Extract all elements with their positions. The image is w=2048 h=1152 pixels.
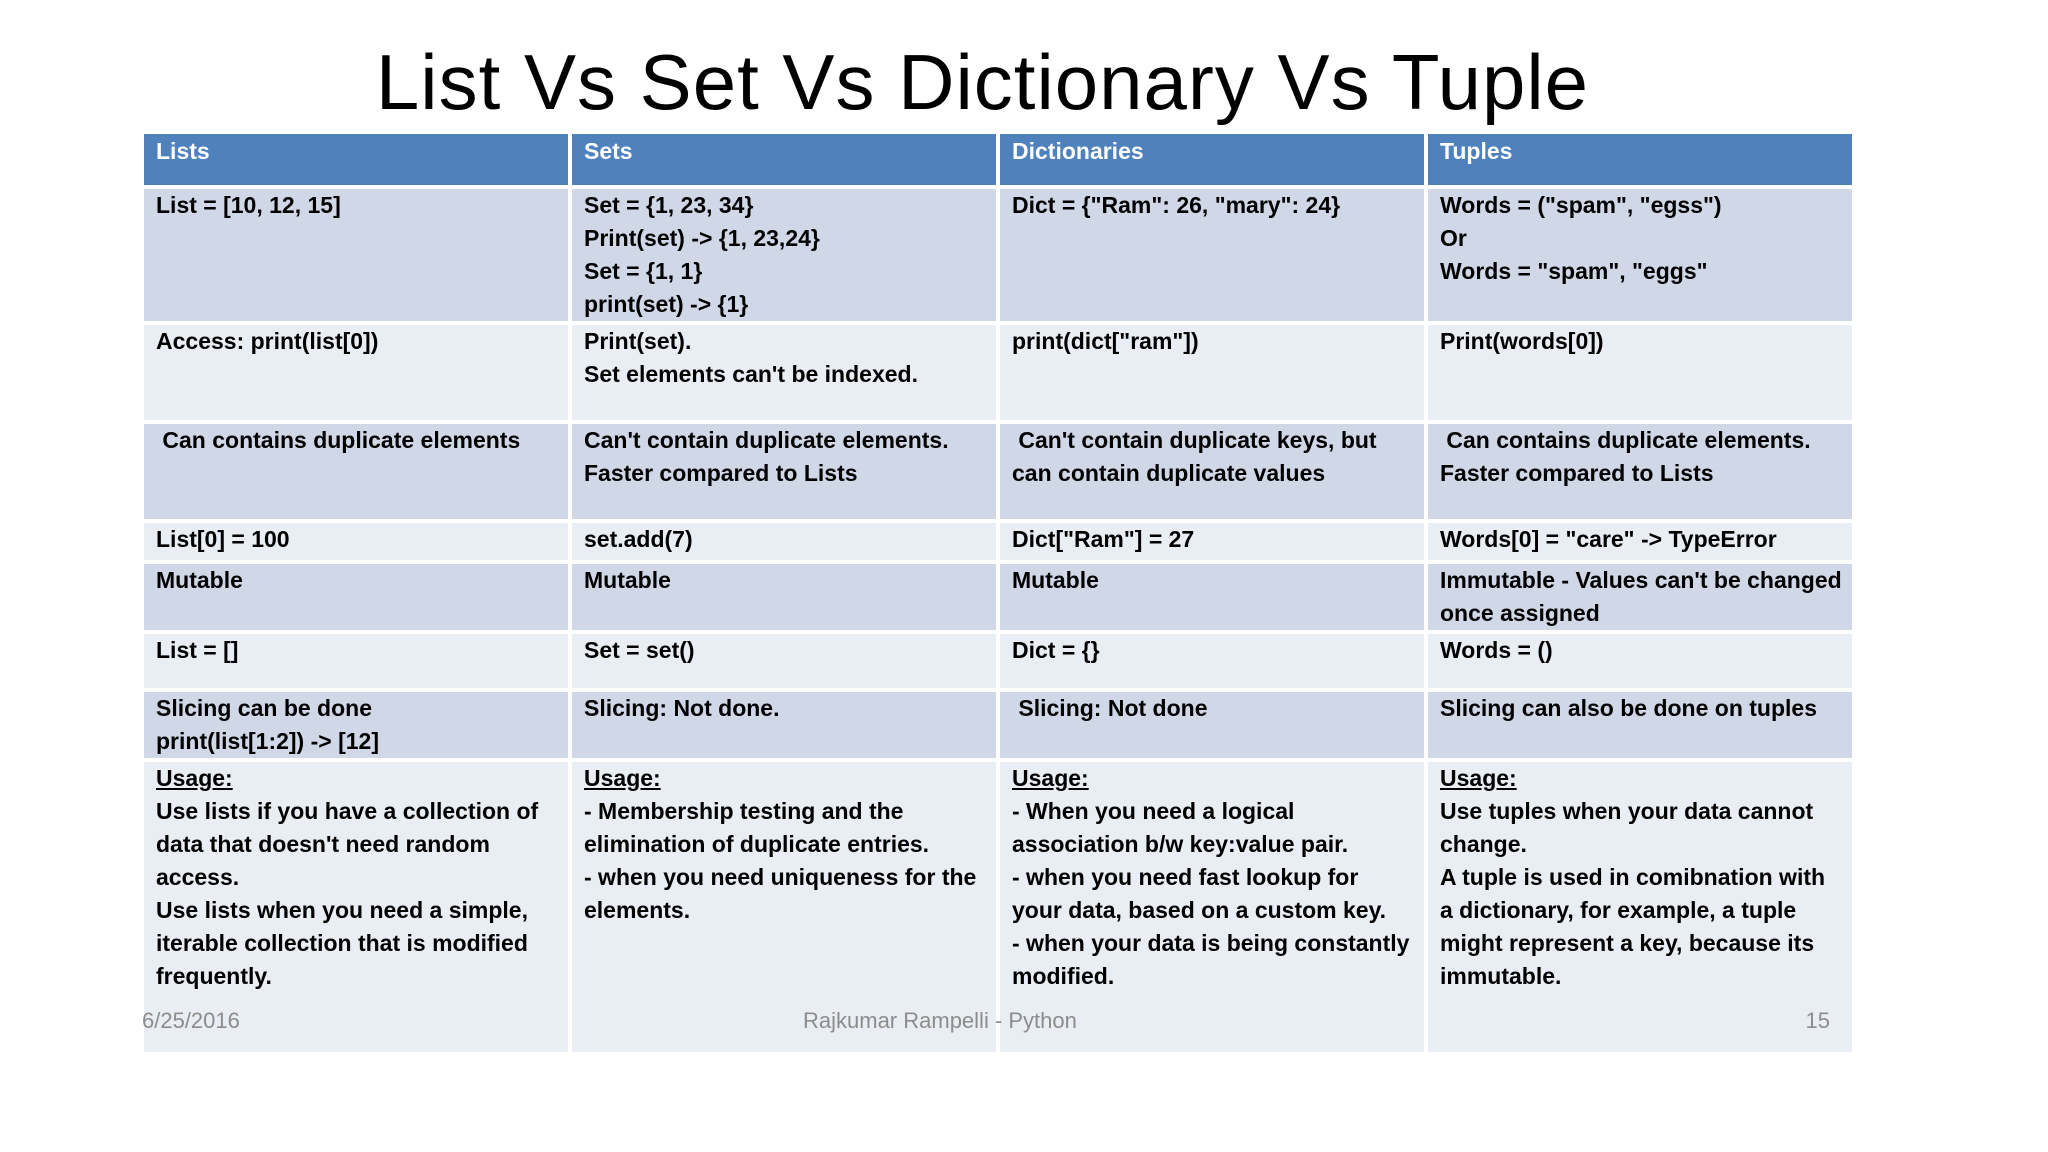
cell: [998, 422, 1426, 521]
table-row-access: [142, 323, 1854, 422]
usage-heading: Usage:: [1012, 765, 1089, 791]
cell-line: Words = ("spam", "egss"): [1440, 192, 1722, 218]
comparison-table: [140, 130, 1856, 1056]
cell-line: - when you need uniqueness for the elements.: [584, 864, 983, 923]
cell-line: Mutable: [584, 567, 671, 593]
cell-line: print(dict["ram"]): [1012, 328, 1199, 354]
cell-line: - When you need a logical association b/w key:value pair.: [1012, 798, 1349, 857]
cell-line: Can contains duplicate elements. Faster compared to Lists: [1440, 427, 1818, 486]
header-row: [142, 132, 1854, 187]
cell-line: - when you need fast lookup for your data, based on a custom key.: [1012, 864, 1387, 923]
cell: [142, 323, 570, 422]
cell-line: Set = {1, 23, 34}: [584, 192, 754, 218]
cell-line: Set = set(): [584, 637, 695, 663]
cell: [570, 632, 998, 690]
header-tuples: Tuples: [1426, 132, 1854, 187]
cell: [998, 521, 1426, 562]
cell-line: - when your data is being constantly modified.: [1012, 930, 1416, 989]
cell: [1426, 422, 1854, 521]
cell: [142, 422, 570, 521]
cell-line: Words[0] = "care" -> TypeError: [1440, 526, 1777, 552]
cell: [142, 521, 570, 562]
cell: [1426, 323, 1854, 422]
cell: [998, 690, 1426, 760]
cell-line: List = [10, 12, 15]: [156, 192, 341, 218]
cell-line: print(set) -> {1}: [584, 291, 749, 317]
cell-line: Immutable - Values can't be changed once assigned: [1440, 567, 1849, 626]
cell: [142, 632, 570, 690]
cell-line: Words = (): [1440, 637, 1553, 663]
cell-line: Set elements can't be indexed.: [584, 361, 918, 387]
cell-line: Print(set) -> {1, 23,24}: [584, 225, 820, 251]
cell-line: Access: print(list[0]): [156, 328, 379, 354]
cell-line: Dict["Ram"] = 27: [1012, 526, 1195, 552]
cell: [142, 187, 570, 323]
cell-line: Words = "spam", "eggs": [1440, 258, 1708, 284]
cell-line: Slicing: Not done.: [584, 695, 780, 721]
cell: [1426, 562, 1854, 632]
cell: [570, 562, 998, 632]
cell-line: Print(words[0]): [1440, 328, 1604, 354]
cell: [998, 632, 1426, 690]
cell-line: set.add(7): [584, 526, 693, 552]
cell-line: Print(set).: [584, 328, 692, 354]
cell-line: - Membership testing and the elimination of duplicate entries.: [584, 798, 930, 857]
cell: [142, 690, 570, 760]
cell-line: Slicing can also be done on tuples: [1440, 695, 1818, 721]
cell-line: Or: [1440, 225, 1467, 251]
cell: [998, 323, 1426, 422]
slide-title: List Vs Set Vs Dictionary Vs Tuple: [375, 38, 1590, 126]
cell: [570, 521, 998, 562]
cell: [570, 422, 998, 521]
cell-line: Slicing can be done: [156, 695, 372, 721]
table-row-empty: [142, 632, 1854, 690]
table-row-declaration: [142, 187, 1854, 323]
cell-line: List[0] = 100: [156, 526, 290, 552]
cell-line: Can't contain duplicate elements. Faster compared to Lists: [584, 427, 955, 486]
cell-line: Mutable: [156, 567, 243, 593]
cell: [570, 323, 998, 422]
table-row-assignment: [142, 521, 1854, 562]
footer-author: Rajkumar Rampelli - Python: [803, 1008, 1077, 1033]
cell-line: Set = {1, 1}: [584, 258, 703, 284]
cell: [998, 562, 1426, 632]
table-row-slicing: [142, 690, 1854, 760]
cell: [1426, 690, 1854, 760]
cell-line: List = []: [156, 637, 239, 663]
header-lists: Lists: [142, 132, 570, 187]
table-row-duplicates: [142, 422, 1854, 521]
cell: [570, 690, 998, 760]
cell-line: A tuple is used in comibnation with a dictionary, for example, a tuple might represent a key, because its immutable.: [1440, 864, 1832, 989]
header-dictionaries: Dictionaries: [998, 132, 1426, 187]
cell: [1426, 187, 1854, 323]
cell-line: Use lists if you have a collection of data that doesn't need random access.: [156, 798, 545, 890]
cell-line: Dict = {"Ram": 26, "mary": 24}: [1012, 192, 1341, 218]
cell-line: Use lists when you need a simple, iterable collection that is modified frequently.: [156, 897, 535, 989]
header-sets: Sets: [570, 132, 998, 187]
cell-line: Use tuples when your data cannot change.: [1440, 798, 1820, 857]
cell: [142, 562, 570, 632]
usage-heading: Usage:: [1440, 765, 1517, 791]
cell: [998, 187, 1426, 323]
footer-date: 6/25/2016: [142, 1008, 240, 1033]
footer-page-number: 15: [1805, 1008, 1830, 1033]
cell-line: Slicing: Not done: [1012, 695, 1208, 721]
cell: [570, 187, 998, 323]
cell-line: Can contains duplicate elements: [156, 427, 521, 453]
cell-line: print(list[1:2]) -> [12]: [156, 728, 379, 754]
usage-heading: Usage:: [584, 765, 661, 791]
cell-line: Mutable: [1012, 567, 1099, 593]
table-row-mutability: [142, 562, 1854, 632]
cell: [1426, 632, 1854, 690]
cell-line: Can't contain duplicate keys, but can contain duplicate values: [1012, 427, 1383, 486]
usage-heading: Usage:: [156, 765, 233, 791]
cell-line: Dict = {}: [1012, 637, 1100, 663]
cell: [1426, 521, 1854, 562]
